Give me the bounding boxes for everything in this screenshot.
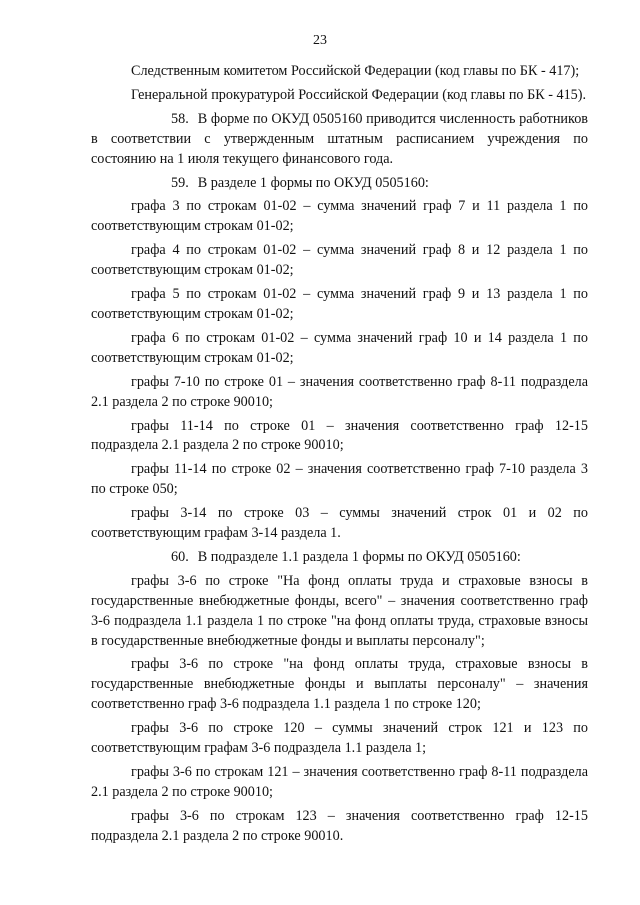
document-body	[91, 62, 588, 851]
numbered-paragraph	[91, 110, 588, 170]
paragraph	[91, 417, 588, 457]
page-number: 23	[313, 33, 327, 48]
paragraph-number: 58.	[171, 110, 189, 127]
paragraph-text: графа 6 по строкам 01-02 – сумма значений граф 10 и 14 раздела 1 по соответствующим строкам 01-02;	[91, 329, 588, 366]
paragraph-text: графы 3-6 по строкам 121 – значения соответственно граф 8-11 подраздела 2.1 раздела 2 по строке 90010;	[91, 764, 588, 800]
paragraph-text: графы 3-6 по строке "На фонд оплаты труда и страховые взносы в государственные внебюджетные фонды, всего" – значения соответственно граф 3-6 подраздела 1.1 раздела 1 по строке "на фонд оплаты труда, страховые взносы в государственные внебюджетные фонды и выплаты персоналу";	[91, 572, 588, 649]
paragraph-text: В форме по ОКУД 0505160 приводится численность работников в соответствии с утвержденным штатным расписанием учреждения по состоянию на 1 июля текущего финансового года.	[91, 110, 588, 167]
paragraph-text: графы 3-14 по строке 03 – суммы значений строк 01 и 02 по соответствующим графам 3-14 раздела 1.	[91, 505, 588, 542]
paragraph-text: Генеральной прокуратурой Российской Федерации (код главы по БК - 415).	[131, 86, 587, 103]
paragraph	[91, 241, 588, 281]
paragraph-text: графы 11-14 по строке 02 – значения соответственно граф 7-10 раздела 3 по строке 050;	[91, 461, 588, 498]
numbered-paragraph	[91, 548, 588, 568]
paragraph	[91, 807, 588, 847]
paragraph	[91, 373, 588, 413]
numbered-paragraph	[91, 174, 588, 194]
paragraph-text: графы 11-14 по строке 01 – значения соответственно граф 12-15 подраздела 2.1 раздела 2 по строке 90010;	[91, 417, 588, 454]
paragraph-text: Следственным комитетом Российской Федерации (код главы по БК - 417);	[131, 63, 580, 79]
paragraph-text: графа 3 по строкам 01-02 – сумма значений граф 7 и 11 раздела 1 по соответствующим строкам 01-02;	[91, 198, 588, 235]
paragraph	[91, 460, 588, 500]
paragraph	[91, 504, 588, 544]
paragraph-text: графа 4 по строкам 01-02 – сумма значений граф 8 и 12 раздела 1 по соответствующим строкам 01-02;	[91, 242, 588, 279]
paragraph-number: 60.	[171, 548, 189, 565]
paragraph	[91, 86, 588, 106]
paragraph	[91, 763, 588, 803]
paragraph	[91, 572, 588, 652]
paragraph	[91, 62, 588, 82]
paragraph-text: графы 7-10 по строке 01 – значения соответственно граф 8-11 подраздела 2.1 раздела 2 по строке 90010;	[91, 373, 588, 410]
paragraph-text: графы 3-6 по строке 120 – суммы значений строк 121 и 123 по соответствующим графам 3-6 подраздела 1.1 раздела 1;	[91, 720, 588, 757]
paragraph	[91, 197, 588, 237]
paragraph	[91, 285, 588, 325]
paragraph-text: В разделе 1 формы по ОКУД 0505160:	[197, 174, 429, 191]
paragraph-text: В подразделе 1.1 раздела 1 формы по ОКУД 0505160:	[197, 548, 521, 565]
paragraph	[91, 329, 588, 369]
paragraph-text: графа 5 по строкам 01-02 – сумма значений граф 9 и 13 раздела 1 по соответствующим строкам 01-02;	[91, 286, 588, 322]
paragraph	[91, 655, 588, 715]
paragraph-text: графы 3-6 по строке "на фонд оплаты труда, страховые взносы в государственные внебюджетные фонды и выплаты персоналу" – значения соответственно граф 3-6 подраздела 1.1 раздела 1 по строке 120;	[91, 656, 588, 713]
paragraph-text: графы 3-6 по строкам 123 – значения соответственно граф 12-15 подраздела 2.1 раздела 2 по строке 90010.	[91, 807, 588, 844]
paragraph-number: 59.	[171, 174, 189, 191]
paragraph	[91, 719, 588, 759]
